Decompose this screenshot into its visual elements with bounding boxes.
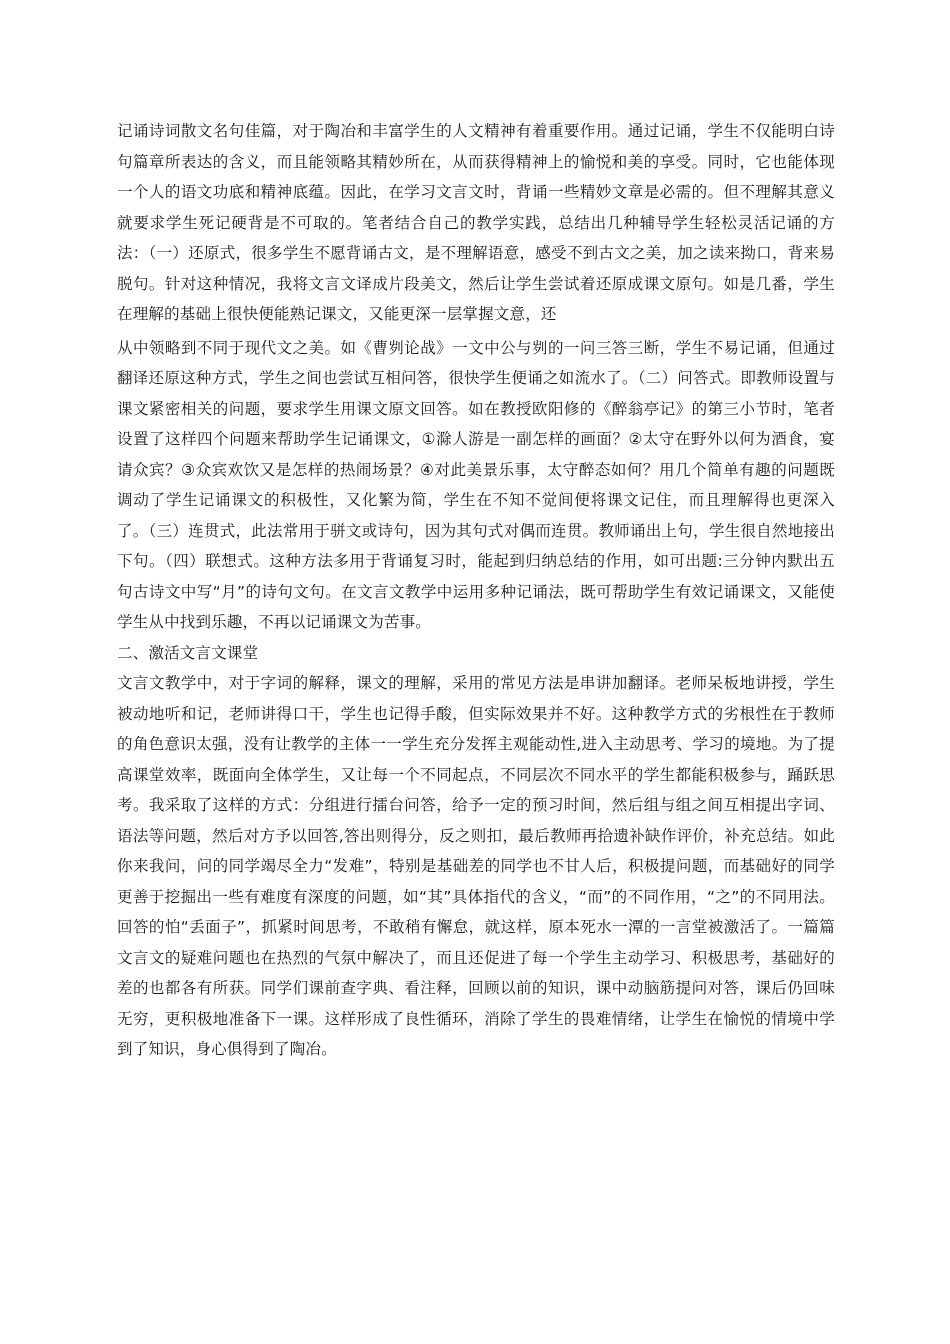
section-heading: 二、激活文言文课堂 (117, 643, 259, 662)
paragraph-recitation-methods: 记诵诗词散文名句佳篇，对于陶冶和丰富学生的人文精神有着重要作用。通过记诵，学生不仅能明白诗句篇章所表达的含义，而且能领略其精妙所在，从而获得精神上的愉悦和美的享受。同时，它也能体现一个人的语文功底和精神底蕴。因此，在学习文言文时，背诵一些精妙文章是必需的。但不理解其意义就要求学生死记硬背是不可取的。笔者结合自己的教学实践，总结出几种辅导学生轻松灵活记诵的方法：（一）还原式，很多学生不愿背诵古文，是不理解语意，感受不到古文之美，加之读来拗口，背来易脱句。针对这种情况，我将文言文译成片段美文，然后让学生尝试着还原成课文原句。如是几番，学生在理解的基础上很快便能熟记课文，又能更深一层掌握文意，还 (117, 122, 835, 323)
document-body (117, 116, 835, 1065)
paragraph-classroom-activation: 文言文教学中，对于字词的解释，课文的理解，采用的常见方法是串讲加翻译。老师呆板地讲授，学生被动地听和记，老师讲得口干，学生也记得手酸，但实际效果并不好。这种教学方式的劣根性在于教师的角色意识太强，没有让教学的主体一一学生充分发挥主观能动性,进入主动思考、学习的境地。为了提高课堂效率，既面向全体学生，又让每一个不同起点，不同层次不同水平的学生都能积极参与，踊跃思考。我采取了这样的方式：分组进行擂台问答，给予一定的预习时间，然后组与组之间互相提出字词、语法等问题，然后对方予以回答,答出则得分，反之则扣，最后教师再拾遗补缺作评价，补充总结。如此你来我问，问的同学竭尽全力“发难”，特别是基础差的同学也不甘人后，积极提问题，而基础好的同学更善于挖掘出一些有难度有深度的问题，如“其”具体指代的含义，“而”的不同作用，“之”的不同用法。回答的怕“丢面子”，抓紧时间思考，不敢稍有懈怠，就这样，原本死水一潭的一言堂被激活了。一篇篇文言文的疑难问题也在热烈的气氛中解决了，而且还促进了每一个学生主动学习、积极思考，基础好的差的也都各有所获。同学们课前查字典、看注释，回顾以前的知识，课中动脑筋提问对答，课后仍回味无穷，更积极地准备下一课。这样形成了良性循环，消除了学生的畏难情绪，让学生在愉悦的情境中学到了知识，身心俱得到了陶冶。 (117, 674, 835, 1058)
paragraph-recitation-examples: 从中领略到不同于现代文之美。如《曹刿论战》一文中公与刿的一问三答三断，学生不易记诵，但通过翻译还原这种方式，学生之间也尝试互相问答，很快学生便诵之如流水了。（二）问答式。即教师设置与课文紧密相关的问题，要求学生用课文原文回答。如在教授欧阳修的《醉翁亭记》的第三小节时，笔者设置了这样四个问题来帮助学生记诵课文，①滁人游是一副怎样的画面？②太守在野外以何为酒食，宴请众宾？③众宾欢饮又是怎样的热闹场景？④对此美景乐事，太守醉态如何？用几个简单有趣的问题既调动了学生记诵课文的积极性，又化繁为简，学生在不知不觉间便将课文记住，而且理解得也更深入了。（三）连贯式，此法常用于骈文或诗句，因为其句式对偶而连贯。教师诵出上句，学生很自然地接出下句。（四）联想式。这种方法多用于背诵复习时，能起到归纳总结的作用，如可出题:三分钟内默出五句古诗文中写“月”的诗句文句。在文言文教学中运用多种记诵法，既可帮助学生有效记诵课文，又能使学生从中找到乐趣，不再以记诵课文为苦事。 (117, 338, 835, 631)
